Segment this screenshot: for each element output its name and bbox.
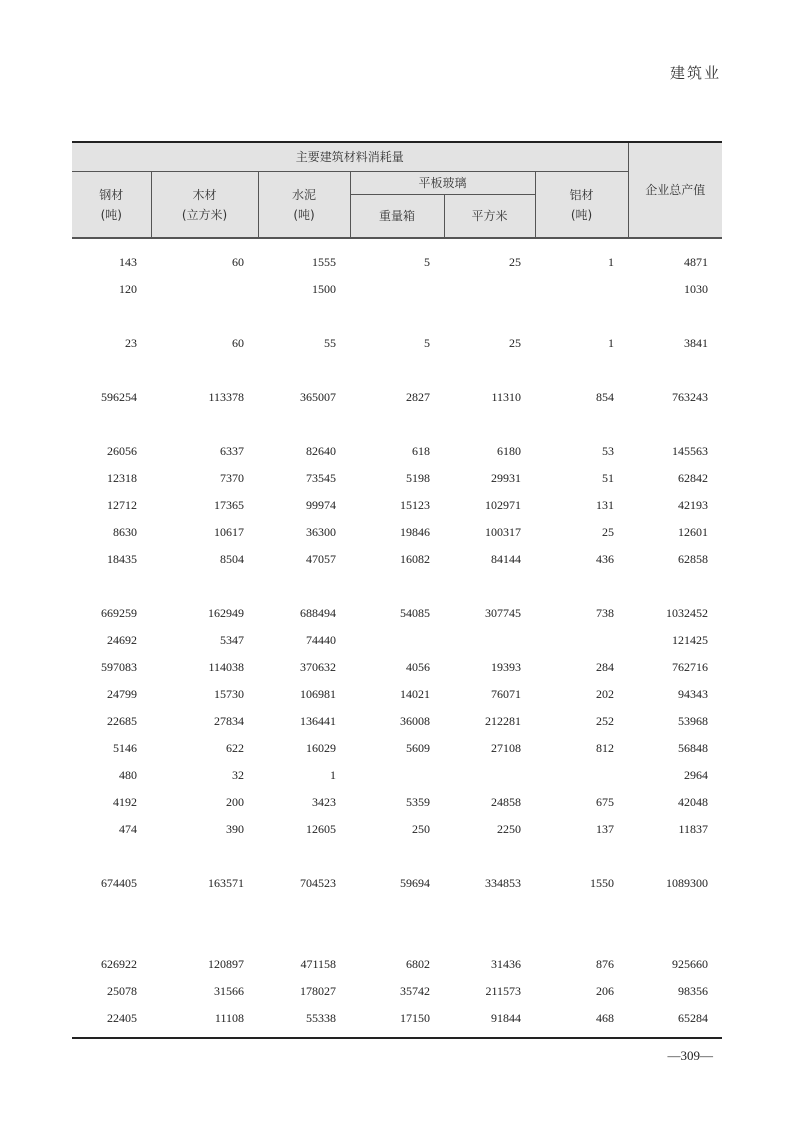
group-header: 主要建筑材料消耗量 [72, 142, 628, 172]
cell-cement: 178027 [300, 984, 336, 998]
cell-timber: 10617 [214, 525, 244, 539]
cell-timber: 114038 [208, 660, 244, 674]
cell-timber: 120897 [208, 957, 244, 971]
cell-cement: 1 [330, 768, 336, 782]
cell-aluminum [535, 762, 628, 789]
cell-glass-sqm [444, 897, 535, 924]
cell-timber: 17365 [214, 498, 244, 512]
col-name: 钢材 [99, 187, 124, 202]
col-header-timber [151, 172, 258, 239]
cell-glass-sqm: 76071 [491, 687, 521, 701]
cell-steel [72, 303, 151, 330]
cell-timber: 162949 [208, 606, 244, 620]
cell-cement [258, 357, 350, 384]
cell-timber [151, 843, 258, 870]
cell-total-output: 3841 [684, 336, 709, 350]
cell-glass-sqm: 25 [509, 336, 521, 350]
table-row [72, 519, 722, 546]
cell-timber [151, 897, 258, 924]
cell-timber: 31566 [214, 984, 244, 998]
cell-aluminum: 51 [602, 471, 615, 485]
table-row [72, 465, 722, 492]
cell-timber [151, 303, 258, 330]
cell-glass-sqm [444, 411, 535, 438]
cell-steel: 143 [119, 255, 137, 269]
cell-steel: 26056 [107, 444, 137, 458]
cell-glass-weight-box [350, 762, 444, 789]
cell-cement: 73545 [306, 471, 336, 485]
cell-aluminum: 1 [608, 336, 615, 350]
cell-timber: 6337 [220, 444, 244, 458]
cell-total-output: 56848 [678, 741, 709, 755]
cell-cement: 36300 [306, 525, 336, 539]
col-unit: (立方米) [181, 207, 228, 222]
cell-steel: 12712 [107, 498, 137, 512]
cell-glass-sqm [444, 573, 535, 600]
table-row [72, 762, 722, 789]
cell-timber [151, 573, 258, 600]
cell-cement [258, 411, 350, 438]
col-header-glass-sqm: 平方米 [444, 195, 535, 239]
cell-glass-weight-box: 14021 [400, 687, 430, 701]
table-row [72, 600, 722, 627]
cell-total-output [628, 924, 722, 951]
cell-steel: 480 [119, 768, 137, 782]
cell-timber: 32 [232, 768, 244, 782]
cell-aluminum: 675 [596, 795, 615, 809]
table-row [72, 438, 722, 465]
cell-timber: 27834 [214, 714, 244, 728]
cell-timber [151, 357, 258, 384]
cell-glass-weight-box: 35742 [400, 984, 430, 998]
cell-aluminum [535, 357, 628, 384]
cell-total-output: 2964 [684, 768, 709, 782]
cell-glass-weight-box: 5 [424, 255, 430, 269]
col-name: 水泥 [291, 187, 316, 202]
cell-steel: 8630 [113, 525, 137, 539]
spacer-row [72, 303, 722, 330]
cell-glass-weight-box: 5198 [406, 471, 430, 485]
cell-glass-weight-box: 19846 [400, 525, 430, 539]
cell-steel: 24692 [107, 633, 137, 647]
table-row [72, 816, 722, 843]
cell-glass-weight-box [350, 276, 444, 303]
cell-glass-weight-box: 2827 [406, 390, 430, 404]
cell-steel: 596254 [101, 390, 137, 404]
cell-glass-weight-box [350, 573, 444, 600]
cell-total-output: 762716 [672, 660, 709, 674]
cell-glass-sqm: 91844 [491, 1011, 521, 1025]
cell-steel: 22405 [107, 1011, 137, 1025]
col-unit: (吨) [570, 207, 593, 222]
cell-glass-weight-box: 5359 [406, 795, 430, 809]
cell-total-output: 65284 [678, 1011, 709, 1025]
col-name: 铝材 [569, 187, 594, 202]
cell-timber: 60 [232, 255, 244, 269]
cell-total-output: 53968 [678, 714, 709, 728]
cell-total-output [628, 411, 722, 438]
table-row [72, 627, 722, 654]
cell-cement: 365007 [300, 390, 336, 404]
cell-glass-weight-box [350, 897, 444, 924]
cell-steel [72, 411, 151, 438]
cell-glass-weight-box [350, 627, 444, 654]
cell-glass-sqm [444, 303, 535, 330]
cell-cement [258, 897, 350, 924]
cell-steel: 4192 [113, 795, 137, 809]
table-row [72, 735, 722, 762]
cell-glass-weight-box: 15123 [400, 498, 430, 512]
table-row [72, 654, 722, 681]
cell-glass-sqm: 11310 [491, 390, 521, 404]
cell-cement: 16029 [306, 741, 336, 755]
spacer-row [72, 411, 722, 438]
cell-cement: 82640 [306, 444, 336, 458]
cell-total-output: 42193 [678, 498, 709, 512]
cell-timber: 5347 [220, 633, 244, 647]
cell-aluminum [535, 276, 628, 303]
cell-cement: 136441 [300, 714, 336, 728]
cell-aluminum: 1 [608, 255, 615, 269]
cell-aluminum [535, 843, 628, 870]
cell-steel: 626922 [101, 957, 137, 971]
spacer-row [72, 573, 722, 600]
table-row [72, 870, 722, 897]
col-header-aluminum [535, 172, 628, 239]
cell-glass-weight-box: 618 [412, 444, 430, 458]
cell-cement: 471158 [300, 957, 336, 971]
cell-glass-sqm: 24858 [491, 795, 521, 809]
cell-aluminum [535, 897, 628, 924]
cell-glass-weight-box [350, 357, 444, 384]
cell-steel: 12318 [107, 471, 137, 485]
cell-glass-weight-box [350, 924, 444, 951]
cell-timber: 15730 [214, 687, 244, 701]
cell-steel [72, 897, 151, 924]
cell-aluminum [535, 303, 628, 330]
cell-glass-sqm: 25 [509, 255, 521, 269]
cell-total-output: 121425 [672, 633, 709, 647]
table-row [72, 249, 722, 276]
table-row [72, 546, 722, 573]
cell-cement: 370632 [300, 660, 336, 674]
cell-aluminum: 25 [602, 525, 615, 539]
cell-glass-weight-box: 4056 [406, 660, 430, 674]
cell-aluminum [535, 573, 628, 600]
col-header-steel [72, 172, 151, 239]
cell-glass-sqm: 212281 [485, 714, 521, 728]
cell-cement: 688494 [300, 606, 336, 620]
cell-total-output: 1030 [684, 282, 709, 296]
cell-glass-sqm: 211573 [485, 984, 521, 998]
cell-timber: 60 [232, 336, 244, 350]
cell-steel [72, 573, 151, 600]
cell-steel: 5146 [113, 741, 137, 755]
cell-glass-sqm: 2250 [497, 822, 521, 836]
cell-cement [258, 924, 350, 951]
cell-total-output: 62858 [678, 552, 709, 566]
cell-glass-sqm: 334853 [485, 876, 521, 890]
table-row [72, 492, 722, 519]
cell-glass-weight-box: 17150 [400, 1011, 430, 1025]
cell-glass-sqm [444, 762, 535, 789]
spacer-row [72, 897, 722, 924]
cell-glass-weight-box: 5609 [406, 741, 430, 755]
cell-glass-weight-box [350, 303, 444, 330]
cell-aluminum: 812 [596, 741, 615, 755]
cell-steel [72, 843, 151, 870]
col-unit: (吨) [293, 207, 315, 222]
cell-aluminum: 738 [596, 606, 615, 620]
cell-cement: 12605 [306, 822, 336, 836]
cell-glass-sqm [444, 357, 535, 384]
cell-aluminum [535, 411, 628, 438]
cell-timber [151, 276, 258, 303]
cell-total-output: 1089300 [666, 876, 709, 890]
cell-aluminum: 284 [596, 660, 615, 674]
cell-total-output [628, 897, 722, 924]
spacer-row [72, 357, 722, 384]
cell-total-output: 1032452 [666, 606, 709, 620]
cell-glass-sqm: 27108 [491, 741, 521, 755]
cell-timber: 163571 [208, 876, 244, 890]
cell-total-output: 12601 [678, 525, 709, 539]
cell-glass-sqm [444, 924, 535, 951]
running-head: 建筑业 [669, 64, 721, 82]
cell-total-output: 925660 [672, 957, 709, 971]
cell-cement: 47057 [306, 552, 336, 566]
col-header-cement [258, 172, 350, 239]
cell-glass-sqm: 102971 [485, 498, 521, 512]
cell-glass-weight-box: 6802 [406, 957, 430, 971]
cell-aluminum: 53 [602, 444, 615, 458]
cell-total-output: 62842 [678, 471, 709, 485]
cell-glass-weight-box [350, 411, 444, 438]
cell-cement: 1500 [312, 282, 336, 296]
cell-aluminum: 206 [596, 984, 615, 998]
col-header-glass-weight-box: 重量箱 [350, 195, 444, 239]
page-number: —309— [667, 1048, 713, 1063]
cell-glass-weight-box: 54085 [400, 606, 430, 620]
cell-timber [151, 924, 258, 951]
cell-glass-sqm: 100317 [485, 525, 521, 539]
cell-aluminum: 854 [596, 390, 615, 404]
cell-cement [258, 843, 350, 870]
col-unit: (吨) [100, 207, 122, 222]
cell-steel: 18435 [107, 552, 137, 566]
cell-total-output: 4871 [684, 255, 709, 269]
cell-cement: 704523 [300, 876, 336, 890]
cell-cement: 55 [324, 336, 336, 350]
cell-cement [258, 573, 350, 600]
cell-steel [72, 924, 151, 951]
cell-total-output: 11837 [678, 822, 709, 836]
cell-total-output: 763243 [672, 390, 709, 404]
cell-total-output: 98356 [678, 984, 709, 998]
table-row [72, 978, 722, 1005]
cell-timber: 390 [226, 822, 244, 836]
cell-total-output: 42048 [678, 795, 709, 809]
cell-aluminum: 131 [596, 498, 615, 512]
cell-steel: 25078 [107, 984, 137, 998]
cell-glass-sqm: 29931 [491, 471, 521, 485]
cell-glass-sqm [444, 276, 535, 303]
table-header [72, 142, 722, 238]
cell-cement: 74440 [306, 633, 336, 647]
cell-glass-sqm: 307745 [485, 606, 521, 620]
spacer-row [72, 924, 722, 951]
cell-steel: 120 [119, 282, 137, 296]
cell-timber: 200 [226, 795, 244, 809]
cell-glass-weight-box: 16082 [400, 552, 430, 566]
cell-glass-weight-box: 250 [412, 822, 430, 836]
spacer [72, 238, 722, 249]
cell-aluminum [535, 924, 628, 951]
table-row [72, 384, 722, 411]
spacer-row [72, 843, 722, 870]
cell-total-output [628, 303, 722, 330]
cell-steel: 23 [125, 336, 137, 350]
cell-steel: 474 [119, 822, 137, 836]
cell-aluminum: 202 [596, 687, 615, 701]
table-row [72, 1005, 722, 1032]
cell-glass-weight-box [350, 843, 444, 870]
cell-steel: 669259 [101, 606, 137, 620]
cell-timber: 7370 [220, 471, 244, 485]
cell-aluminum: 1550 [590, 876, 615, 890]
statistics-table-container [72, 141, 722, 1032]
cell-glass-sqm [444, 843, 535, 870]
cell-timber: 622 [226, 741, 244, 755]
cell-aluminum: 137 [596, 822, 615, 836]
col-name: 木材 [192, 187, 217, 202]
cell-timber: 8504 [220, 552, 244, 566]
cell-aluminum: 876 [596, 957, 615, 971]
cell-total-output: 145563 [672, 444, 709, 458]
cell-steel [72, 357, 151, 384]
cell-aluminum: 468 [596, 1011, 615, 1025]
cell-glass-weight-box: 59694 [400, 876, 430, 890]
glass-group-header: 平板玻璃 [350, 172, 535, 195]
cell-total-output: 94343 [678, 687, 709, 701]
cell-cement [258, 303, 350, 330]
cell-aluminum [535, 627, 628, 654]
cell-glass-weight-box: 36008 [400, 714, 430, 728]
cell-glass-sqm: 19393 [491, 660, 521, 674]
table-row [72, 276, 722, 303]
table-body [72, 238, 722, 1032]
cell-steel: 22685 [107, 714, 137, 728]
cell-cement: 106981 [300, 687, 336, 701]
bottom-rule [72, 1037, 722, 1039]
cell-timber [151, 411, 258, 438]
table-row [72, 330, 722, 357]
cell-aluminum: 252 [596, 714, 615, 728]
cell-glass-sqm: 6180 [497, 444, 521, 458]
table-row [72, 789, 722, 816]
cell-steel: 674405 [101, 876, 137, 890]
cell-total-output [628, 843, 722, 870]
table-row [72, 951, 722, 978]
table-row [72, 681, 722, 708]
cell-cement: 3423 [312, 795, 336, 809]
table-row [72, 708, 722, 735]
cell-timber: 113378 [208, 390, 244, 404]
cell-glass-weight-box: 5 [424, 336, 430, 350]
cell-total-output [628, 357, 722, 384]
cell-timber: 11108 [214, 1011, 244, 1025]
cell-cement: 55338 [306, 1011, 336, 1025]
cell-glass-sqm: 84144 [491, 552, 521, 566]
cell-steel: 24799 [107, 687, 137, 701]
cell-glass-sqm [444, 627, 535, 654]
total-output-header: 企业总产值 [628, 142, 722, 238]
building-materials-table [72, 141, 722, 1032]
cell-aluminum: 436 [596, 552, 615, 566]
cell-cement: 1555 [312, 255, 336, 269]
cell-cement: 99974 [306, 498, 336, 512]
cell-total-output [628, 573, 722, 600]
cell-glass-sqm: 31436 [491, 957, 521, 971]
cell-steel: 597083 [101, 660, 137, 674]
